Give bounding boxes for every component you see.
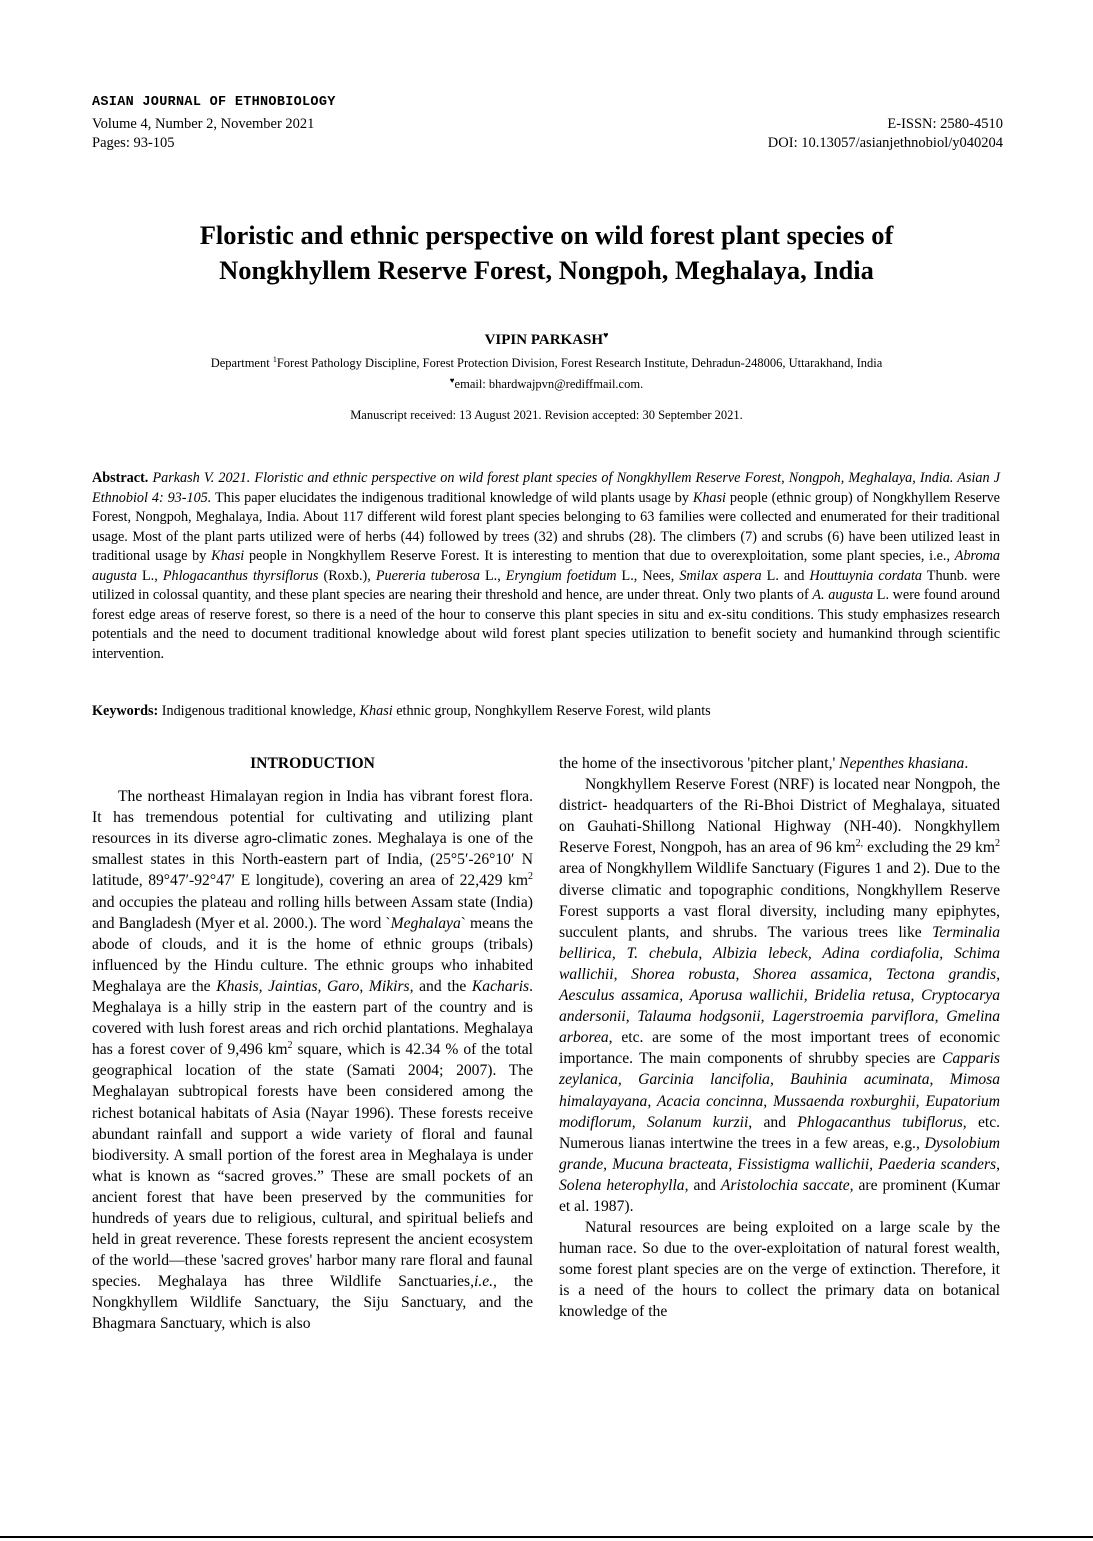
superscript: 2 xyxy=(528,871,533,883)
species-name: Eryngium foetidum xyxy=(505,567,617,584)
body-text: excluding the 29 km xyxy=(863,839,995,857)
abstract-text: L., xyxy=(479,567,506,584)
body-text: etc. are some of the most important trees of economic importance. The main components of shrubby species are xyxy=(559,1029,1000,1068)
species-name: Phlogacanthus tubiflorus, xyxy=(797,1113,967,1131)
superscript: 2 xyxy=(995,838,1000,850)
issue-info xyxy=(92,115,314,153)
abstract-text: people in Nongkhyllem Reserve Forest. It is interesting to mention that due to overexploitation, some plant species, i.e., xyxy=(244,548,955,564)
keywords-text: Indigenous traditional knowledge, xyxy=(158,703,360,719)
title-line-2: Nongkhyllem Reserve Forest, Nongpoh, Meghalaya, India xyxy=(219,255,874,285)
species-name: Phlogacanthus thyrsiflorus xyxy=(162,567,319,584)
identifier-info xyxy=(768,115,1003,153)
right-column xyxy=(559,753,1000,1323)
pages-info: Pages: 93-105 xyxy=(92,135,175,151)
abstract-text: people (ethnic group) of Nongkhyllem Reserve Forest, Nongpoh, Meghalaya, India. About 117 different wild forest plant species belonging to 63 families were collected and enumerated for their traditional usage. Most of the plant parts utilized were of herbs (44) followed by trees (32) and shrubs (28). The climbers (7) and scrubs (6) have been utilized least in traditional usage by xyxy=(92,489,1000,564)
species-list: Capparis zeylanica, Garcinia lancifolia, Bauhinia acuminata, Mimosa himalayayana, Acacia concinna, Mussaenda roxburghii, Eupatorium modiflorum, Solanum kurzii, xyxy=(559,1050,1000,1131)
journal-name: ASIAN JOURNAL OF ETHNOBIOLOGY xyxy=(92,95,336,110)
body-text: square, which is 42.34 % of the total geographical location of the state (Samati 2004; 2007). The Meghalayan subtropical forests have been considered among the richest botanical habitats of Asia (Nayar 1996). These forests receive abundant rainfall and support a wide variety of floral and faunal biodiversity. A small portion of the forest area in Meghalaya is under what is known as “sacred groves.” These are small pockets of an ancient forest that have been preserved by the communities for hundreds of years due to religious, cultural, and spiritual beliefs and held in great reverence. These forests represent the ancient ecosystem of the world—these 'sacred groves' harbor many rare floral and faunal species. Meghalaya has three Wildlife Sanctuaries, xyxy=(92,1041,534,1291)
species-list: Terminalia bellirica, T. chebula, Albizia lebeck, Adina cordiafolia, Schima wallichii, Shorea robusta, Shorea assamica, Tectona grandis, Aesculus assamica, Aporusa wallichii, Bridelia retusa, Cryptocarya andersonii, Talauma hodgsonii, Lagerstroemia parviflora, Gmelina arborea, xyxy=(559,923,1000,1047)
footer-rule xyxy=(0,1536,1093,1538)
abstract-text: This paper elucidates the indigenous traditional knowledge of wild plants usage by xyxy=(211,489,693,506)
abstract-text: L., xyxy=(136,567,163,584)
species-name: Nepenthes khasiana xyxy=(839,755,965,772)
intro-paragraph-3: Natural resources are being exploited on a large scale by the human race. So due to the over-exploitation of natural forest wealth, some forest plant species are on the verge of extinction. Therefore, it is a need of the hours to collect the primary data on botanical knowledge of the xyxy=(559,1219,1000,1321)
body-italic: Kacharis xyxy=(471,977,530,995)
paper-title xyxy=(80,218,1013,288)
received-dates: Manuscript received: 13 August 2021. Revision accepted: 30 September 2021. xyxy=(350,408,743,422)
intro-paragraph-1 xyxy=(92,786,533,1334)
body-text: the home of the insectivorous 'pitcher plant,' xyxy=(559,755,840,772)
superscript: 2 xyxy=(287,1040,293,1052)
volume-info: Volume 4, Number 2, November 2021 xyxy=(92,116,315,132)
body-text: are prominent (Kumar et al. 1987). xyxy=(559,1176,1000,1215)
abstract-text: L. were found around forest edge areas of reserve forest, so there is a need of the hour to conserve this plant species in situ and ex-situ conditions. This study emphasizes research potentials and the need to document traditional knowledge about wild forest plant species utilization to benefit society and humankind through scientific intervention. xyxy=(92,587,1000,662)
keywords-text: ethnic group, Nonghkyllem Reserve Forest, wild plants xyxy=(392,703,711,719)
species-name: A. augusta xyxy=(812,587,874,603)
author-text: VIPIN PARKASH xyxy=(484,332,604,348)
affiliation xyxy=(0,351,1093,393)
body-italic: Khasis, Jaintias, Garo, Mikirs, xyxy=(216,977,414,995)
species-name: Aristolochia saccate, xyxy=(720,1176,854,1194)
abstract-text: L., Nees, xyxy=(616,567,680,584)
body-text: Nongkhyllem Reserve Forest (NRF) is located near Nongpoh, the district- headquarters of the Ri-Bhoi District of Meghalaya, situated on Gauhati-Shillong National Highway (NH-40). Nongkhyllem Reserve Forest, Nongpoh, has an area of 96 km xyxy=(559,776,1000,857)
species-list: Dysolobium grande, Mucuna bracteata, Fissistigma wallichii, Paederia scanders, Solena heterophylla, xyxy=(559,1134,1000,1194)
body-italic: Meghalaya xyxy=(390,914,461,932)
species-name: Smilax aspera xyxy=(679,567,762,584)
body-text: . Meghalaya is a hilly strip in the eastern part of the country and is covered with lush forest areas and rich orchid plantations. Meghalaya has a forest cover of 9,496 km xyxy=(92,977,533,1059)
body-text: etc. Numerous lianas intertwine the trees in a few areas, e.g., xyxy=(559,1113,1001,1152)
keywords xyxy=(92,702,1000,722)
abstract-text: L. and xyxy=(761,567,810,584)
body-text: and xyxy=(688,1176,721,1194)
abstract-italic: Khasi xyxy=(211,548,245,564)
affiliation-prefix: Department xyxy=(210,356,273,371)
keywords-label: Keywords: xyxy=(92,703,159,719)
affiliation-sup: 1 xyxy=(272,355,277,364)
abstract-italic: Khasi xyxy=(692,489,726,506)
body-italic: i.e., xyxy=(473,1273,497,1291)
keywords-italic: Khasi xyxy=(359,703,393,719)
email[interactable]: email: bhardwajpvn@rediffmail.com. xyxy=(454,377,644,392)
affiliation-line xyxy=(0,351,1093,372)
body-text: ` means the abode of clouds, and it is the home of ethnic groups (tribals) influenced by the Hindu culture. The ethnic groups who inhabited Meghalaya are the xyxy=(92,914,533,995)
abstract-text: Thunb. were utilized in colossal quantity, and these plant species are nearing their threshold and hence, are under threat. Only two plants of xyxy=(92,567,1000,603)
abstract-citation: Parkash V. 2021. Floristic and ethnic perspective on wild forest plant species of Nongkhyllem Reserve Forest, Nongpoh, Meghalaya, India. Asian J Ethnobiol 4: 93-105. xyxy=(92,470,1001,506)
abstract-label: Abstract. xyxy=(92,470,149,486)
email-line xyxy=(0,372,1093,393)
body-text: The northeast Himalayan region in India has vibrant forest flora. It has tremendous potential for cultivating and utilizing plant resources in its diverse agro-climatic zones. Meghalaya is one of the smallest states in this North-eastern part of India, (25°5′-26°10′ N latitude, 89°47′-92°47′ E longitude), covering an area of 22,429 km xyxy=(92,788,533,890)
abstract-text: (Roxb.), xyxy=(318,567,376,584)
title-line-1: Floristic and ethnic perspective on wild forest plant species of xyxy=(199,220,894,250)
species-name: Puereria tuberosa xyxy=(375,567,480,584)
continued-paragraph xyxy=(559,753,1000,774)
left-column xyxy=(92,753,533,1335)
author-name xyxy=(0,330,1093,349)
superscript: 2, xyxy=(855,838,864,850)
eissn: E-ISSN: 2580-4510 xyxy=(887,116,1003,132)
species-name: Houttuynia cordata xyxy=(809,567,922,584)
species-name: Abroma augusta xyxy=(92,548,1000,584)
doi: DOI: 10.13057/asianjethnobiol/y040204 xyxy=(767,135,1003,151)
corresponding-mark: ♥ xyxy=(603,330,609,340)
body-text: and occupies the plateau and rolling hills between Assam state (India) and Bangladesh (Myer et al. 2000.). The word ` xyxy=(92,893,533,932)
body-text: . xyxy=(964,755,969,772)
body-text: and xyxy=(752,1113,798,1131)
body-text: area of Nongkhyllem Wildlife Sanctuary (Figures 1 and 2). Due to the diverse climatic and topographic conditions, Nongkhyllem Reserve Forest supports a vast floral diversity, including many epiphytes, succulent plants, and shrubs. The various trees like xyxy=(559,860,1000,941)
email-mark: ♥ xyxy=(449,376,455,386)
abstract xyxy=(92,469,1000,664)
body-text: the Nongkhyllem Wildlife Sanctuary, the Siju Sanctuary, and the Bhagmara Sanctuary, which is also xyxy=(92,1273,533,1333)
affiliation-text: Forest Pathology Discipline, Forest Protection Division, Forest Research Institute, Dehradun-248006, Uttarakhand, India xyxy=(276,356,883,371)
intro-paragraph-2 xyxy=(559,774,1000,1217)
body-text: and the xyxy=(413,977,472,995)
section-heading: INTRODUCTION xyxy=(250,755,375,772)
